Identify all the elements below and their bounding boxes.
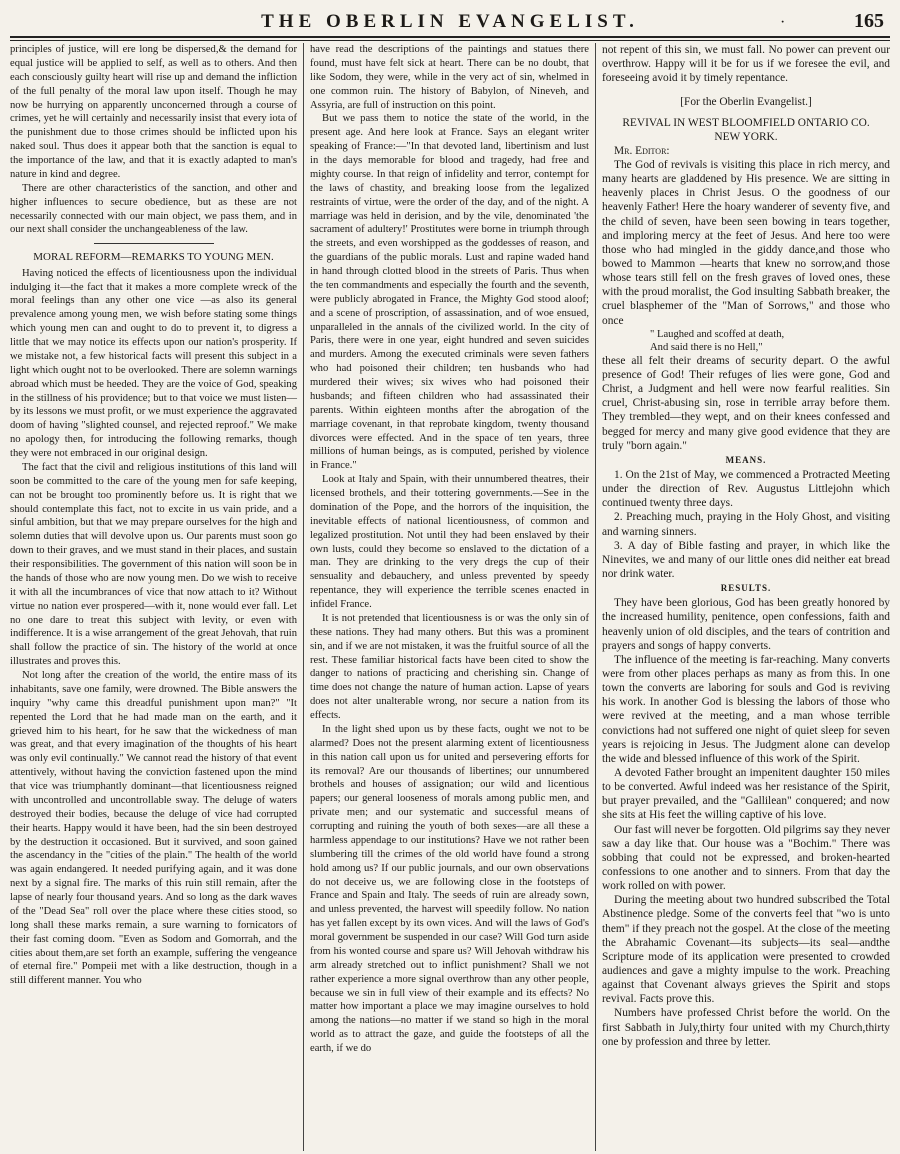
paragraph: Our fast will never be forgotten. Old pilgrims say they never saw a day like that. Our house was a "Bochim." There was sobbing that could not be expressed, and broken-hearted confessions to one another and to sinners. From that day the work rolled on with power.	[602, 823, 890, 893]
paragraph: They have been glorious, God has been greatly honored by the increased humility, penitence, open confessions, faith and heavenly union of old disciples, and the tears of contrition and prayers and songs of happy converts.	[602, 597, 890, 652]
column-3	[596, 43, 890, 1151]
paragraph: Look at Italy and Spain, with their unnumbered theatres, their licensed brothels, and their tottering governments.—See in the domination of the Pope, and the horrors of the inquisition, the inevitable effects of national licentiousness, of common and legalized prostitution. Not until they had been enslaved by their own lusts, could they become so enslaved to the dictation of a man. They are drinking to the very dregs the cup of their sensuality and debauchery, and unless prevented by speedy repentance, they will experience the terrible scenes enacted in infidel France.	[310, 474, 589, 610]
paragraph: principles of justice, will ere long be dispersed,& the demand for equal justice will be applied to self, as well as to others. And then each consciously guilty heart will rise up and demand the infliction of the full penalty of the moral law upon itself. Though he may now be hurrying on apparently unconcerned through a course of crimes, yet he will certainly and necessarily insist that every iota of the punishment due to those crimes should be inflicted upon his naked soul. Thus does it appear both that the sanction is equal to the importance of the law, and that it is exactly adapted to man's nature in kind and degree.	[10, 44, 297, 180]
paragraph: Numbers have professed Christ before the world. On the first Sabbath in July,thirty four united with my Church,thirty one by profession and three by letter.	[602, 1007, 890, 1048]
column-2	[304, 43, 596, 1151]
paragraph: In the light shed upon us by these facts, ought we not to be alarmed? Does not the present alarming extent of licentiousness in this nation call upon us for united and persevering efforts for its removal? Are our thousands of libertines; our unnumbered brothels and houses of assignation; our wild and licentious papers; our general looseness of morals among public men, and private men; and our systematic and successful means of corrupting and ruining the youth of both sexes—are all these a harmless appendage to our institutions? Have we not rather been slumbering till the crimes of the old world have found a strong hold among us? If our public journals, and our own observations do not deceive us, we are following close in the footsteps of France and Spain and Italy. The seeds of ruin are already sown, and unless prevented, the harvest will speedily follow. No nation has yet fallen except by its own vices. And will the laws of God's moral government be suspended in our case? Will God turn aside from his wonted course and spare us? Will Jehovah withdraw his arm already stretched out to inflict punishment? Shall we not rather experience a more signal overthrow than any other people, because we sin in full view of their example and its effects? No matter how important a place we may imagine ourselves to hold among the nations—no matter if we stand so high in the moral world as to attract the gaze, and guide the footsteps of all the earth, if we do	[310, 723, 589, 1054]
paragraph: not repent of this sin, we must fall. No power can prevent our overthrow. Happy will it be for us if we foresee the evil, and foreseeing avoid it by timely repentance.	[602, 44, 890, 85]
column-1	[10, 43, 304, 1151]
section-divider	[94, 243, 214, 244]
newspaper-title: THE OBERLIN EVANGELIST.	[261, 11, 639, 32]
masthead-dot: ·	[780, 14, 786, 31]
paragraph: have read the descriptions of the paintings and statues there found, must have felt sick at heart. There can be no doubt, that like Sodom, they were, while in the very act of sin, whelmed in one common ruin. The history of Babylon, of Nineveh, and Assyria, are full of instruction on this point.	[310, 44, 589, 111]
paragraph: During the meeting about two hundred subscribed the Total Abstinence pledge. Some of the converts feel that "wo is unto them" if they preach not the gospel. At the close of the meeting the Abrahamic Covenant—its subjects—its seal—andthe Scripture mode of its application were presented to crowded audiences and gave a mighty impulse to the work. Preaching against that Covenant always grieves the Spirit and stops revival. Facts prove this.	[602, 894, 890, 1006]
list-item: 2. Preaching much, praying in the Holy Ghost, and visiting and warning sinners.	[602, 511, 890, 538]
page-number: 165	[854, 10, 884, 32]
columns	[10, 43, 890, 1151]
paragraph: It is not pretended that licentiousness is or was the only sin of these nations. They had many others. But this was a prominent sin, and if we are not mistaken, it was the fruitful source of all the rest. These familiar historical facts have been cited to show the danger to nations of practicing and cherishing sin. Change of time does not change the nature of human action. Lapse of years does not alter unalterable wrong, nor secure a nation from its effects.	[310, 612, 589, 721]
list-item: 3. A day of Bible fasting and prayer, in which like the Ninevites, we and many of our little ones did neither eat bread nor drink water.	[602, 539, 890, 581]
article-heading: MORAL REFORM—REMARKS TO YOUNG MEN.	[33, 251, 274, 264]
masthead	[10, 6, 890, 38]
poem-line: And said there is no Hell,"	[650, 341, 763, 353]
means-heading: MEANS.	[725, 454, 767, 465]
masthead-rule	[10, 40, 890, 41]
paragraph: Not long after the creation of the world, the entire mass of its inhabitants, save one family, were drowned. The Bible answers the inquiry "why came this dreadful punishment upon man?" "It repented the Lord that he had made man on the earth, and it grieved him to his heart, for he saw that the wickedness of man was great, and that every imagination of the thoughts of his heart was only evil continually." We cannot read the history of that event attentively, without having the conviction fastened upon the mind that vice was triumphantly dominant—that licentiousness reigned with uncontrolled and uncontrollable sway. The deluge of waters destroyed their bodies, because the deluge of vice had corrupted their hearts. Happy would it have been, had the sin been destroyed by the destruction it occasioned. But it survived, and soon gained the ascendancy in the "cities of the plain." The health of the world was again endangered. It needed purifying again, and it was done next by a signal fire. The marks of this ruin still remain, after the lapse of nearly four thousand years. And so long as the dark waves of the "Dead Sea" roll over the place where these cities stood, so long shall these marks remain, a sure warning to fornicators of their fast coming doom. "Even as Sodom and Gomorrah, and the cities about them,are set forth an example, suffering the vengeance of eternal fire." Pompeii met with a like destruction, though in a still different manner. You who	[10, 670, 297, 987]
paragraph: Having noticed the effects of licentiousness upon the individual indulging it—the fact that it makes a more complete wreck of the moral feelings than any other one vice —as also its general prevalence among young men, we wish before stating some things which young men can and ought to do to prevent it, to digress a little that we may notice its effects upon our nation's prosperity. If we mistake not, a few historical facts will present this subject in a light which ought not to be overlooked. There are solemn warnings abroad which must be heeded. They are the voice of God, speaking in the stillness of his providence; but to that voice we must listen—by its lessons we must profit, or we must experience the aggravated doom of having "slighted counsel, and rejected reproof." We make no apology then, for introducing the following remarks, though they were not embraced in our original design.	[10, 267, 297, 460]
paragraph: The influence of the meeting is far-reaching. Many converts were from other places perhaps as many as from this. In one town the converts are laboring for souls and God is reviving his work. In another God is blessing the labors of those who were revived at the meeting, and a man whose terrible convictions had not suffered one night of quiet sleep for seven years is rejoicing in Jesus. The Judgment alone can develop the wide and blessed influence of this work of the Spirit.	[602, 653, 890, 765]
paragraph: But we pass them to notice the state of the world, in the present age. And here look at France. Says an elegant writer speaking of France:—"In that devoted land, libertinism and lust in the days memorable for blood and tragedy, had free and mighty course. In that reign of infidelity and terror, contempt for the laws of chastity, and breaking loose from the legalized restraints of virtue, were the order of the day, and of the night. A marriage was held in derision, and by the vile, denominated 'the sacrament of adultery!' Prostitutes were borne in triumph through the streets, and even worshipped as the goddesses of reason, and the guardians of the public morals. Lust and rapine waded hand in hand through clotted blood in the streets of Paris. Thus when the ten commandments and especially the fourth and the seventh, were publicly abrogated in France, the Mighty God stood aloof; and a scene of proscription, of assassination, and of woe ensued, unparalleled in the annals of the civilized world. In the city of Paris, there were in one year, eight hundred and seven suicides and murders. Among the executed criminals were seven fathers who had poisoned their children; ten husbands who had murdered their wives; six wives who had poisoned their husbands; and fifteen children who had assassinated their parents. Within eighteen months after the abrogation of the marriage covenant, in that reprobate kingdom, twenty thousand divorces were effected. And in the space of ten years, three millions of human beings, as is computed, perished by violence in France."	[310, 113, 589, 472]
results-heading: RESULTS.	[720, 583, 772, 594]
source-note: [For the Oberlin Evangelist.]	[680, 96, 812, 109]
paragraph: The God of revivals is visiting this place in rich mercy, and many hearts are gladdened by His presence. We are sitting in heavenly places in Christ Jesus. O the goodness of our heavenly Father! Here the hoary wanderer of seventy five, and the child of seven, have been seen bowing in tears together, and imploring mercy at the feet of Jesus. And here too were those who had mingled in the giddy dance,and those who bowed to Mammon —hearts that knew no sorrow,and those whose tears still fell on the fresh graves of loved ones, these with the proud moralist, the God insulting Sabbath breaker, the cruel blasphemer of the "Man of Sorrows," and those who once	[602, 158, 890, 327]
salutation: Mr. Editor:	[614, 144, 670, 157]
article-title-line-1: REVIVAL IN WEST BLOOMFIELD ONTARIO CO.	[622, 116, 870, 129]
paragraph: these all felt their dreams of security depart. O the awful presence of God! Their refuges of lies were gone, God and Christ, a Judgment and hell were now fearful realities. Sin cruel, Christ-abusing sin, rose in terrible array before them. They trembled—they wept, and on their knees confessed and begged for mercy and many give good evidence that they are truly "born again."	[602, 354, 890, 452]
article-title-line-2: NEW YORK.	[714, 130, 778, 143]
paragraph: A devoted Father brought an impenitent daughter 150 miles to be converted. Awful indeed was her resistance of the Spirit, but prayer prevailed, and the "Gallilean" conquered; and now she sits at His feet the willing captive of his love.	[602, 767, 890, 822]
paragraph: The fact that the civil and religious institutions of this land will soon be committed to the care of the young men for safe keeping, can not be brought too prominently before us. It is right that we should contemplate this fact, not to excite in us vain pride, and a sinful ambition, but that we may prepare ourselves for the high and solemn duties that will devolve upon us. Our parents must soon go down to their graves, and we must stand in their places, and sustain their responsibilities. The government of this nation will soon be in the hands of those who are now young men. Do we wish to receive it with all the incumbrances of vice that now attach to it? Without virtue no nation ever prospered—with it, none would ever fall. Let no one dare to treat this subject with levity, or even with indifference. It is a wise arrangement of the great Jehovah, that ruin shall follow the practice of sin. The history of the world at once illustrates and proves this.	[10, 461, 297, 668]
poem-line: " Laughed and scoffed at death,	[650, 328, 785, 340]
paragraph: There are other characteristics of the sanction, and other and higher influences to secure obedience, but as these are not necessarily connected with our main object, we pass them, and in our next shall consider the unchangeableness of the law.	[10, 182, 297, 236]
list-item: 1. On the 21st of May, we commenced a Protracted Meeting under the direction of Rev. Augustus Littlejohn which continued twenty three days.	[602, 469, 890, 510]
